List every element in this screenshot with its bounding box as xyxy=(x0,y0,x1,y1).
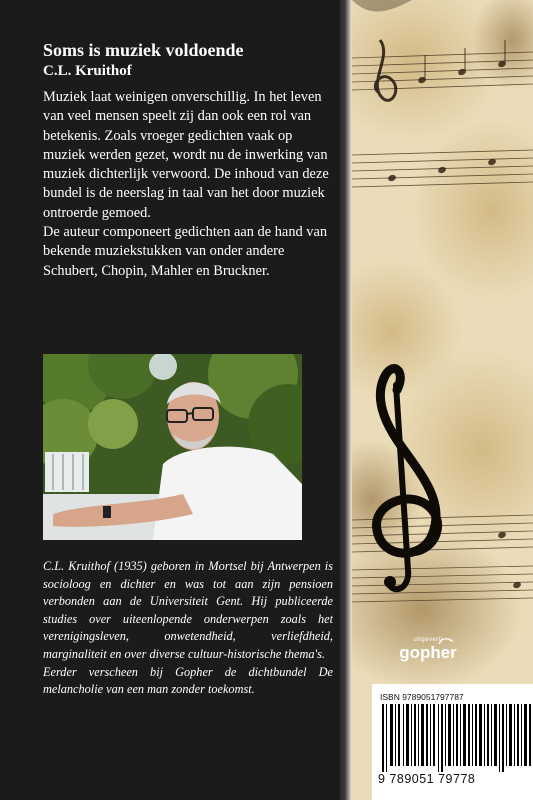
blurb-text xyxy=(43,88,338,281)
publisher-name: gopher xyxy=(399,643,457,662)
author-photo-illustration xyxy=(43,354,302,540)
publisher-label: uitgeverij xyxy=(413,637,443,643)
spine-divider xyxy=(340,0,352,800)
sheet-music-panel xyxy=(352,0,533,800)
blurb-paragraph: De auteur componeert gedichten aan de hand van bekende muziekstukken van onder andere Schubert, Chopin, Mahler en Bruckner. xyxy=(43,224,328,279)
bio-paragraph: C.L. Kruithof (1935) geboren in Mortsel bij Antwerpen is socioloog en dichter en was tot aan zijn pensioen verbonden aan de Universiteit Gent. Hij publiceerde studies over uiteenlopende onderwerpen zoals het verenigingsleven, onwetendheid, verliefdheid, marginaliteit en over diverse cultuur-historische thema's. xyxy=(43,559,333,661)
blurb-paragraph: Muziek laat weinigen onverschillig. In het leven van veel mensen speelt zij dan ook een rol van betekenis. Zoals vroeger gedichten vaak op muziek werden gezet, wordt nu de inwerking van muziek dichterlijk verwoord. De inhoud van deze bundel is de neerslag in taal van het door muziek ontroerde gemoed. xyxy=(43,89,329,221)
author-bio xyxy=(43,558,333,699)
publisher-logo xyxy=(398,636,458,676)
isbn-label: ISBN 9789051797787 xyxy=(380,692,464,702)
book-author: C.L. Kruithof xyxy=(43,63,132,79)
book-title: Soms is muziek voldoende xyxy=(43,40,244,60)
sheet-music-illustration xyxy=(352,0,533,800)
author-photo xyxy=(43,354,302,540)
barcode-digits: 9 789051 79778 xyxy=(378,772,476,786)
bio-paragraph: Eerder verscheen bij Gopher de dichtbundel De melancholie van een man zonder toekomst. xyxy=(43,664,333,697)
gopher-mascot-icon xyxy=(438,636,454,646)
